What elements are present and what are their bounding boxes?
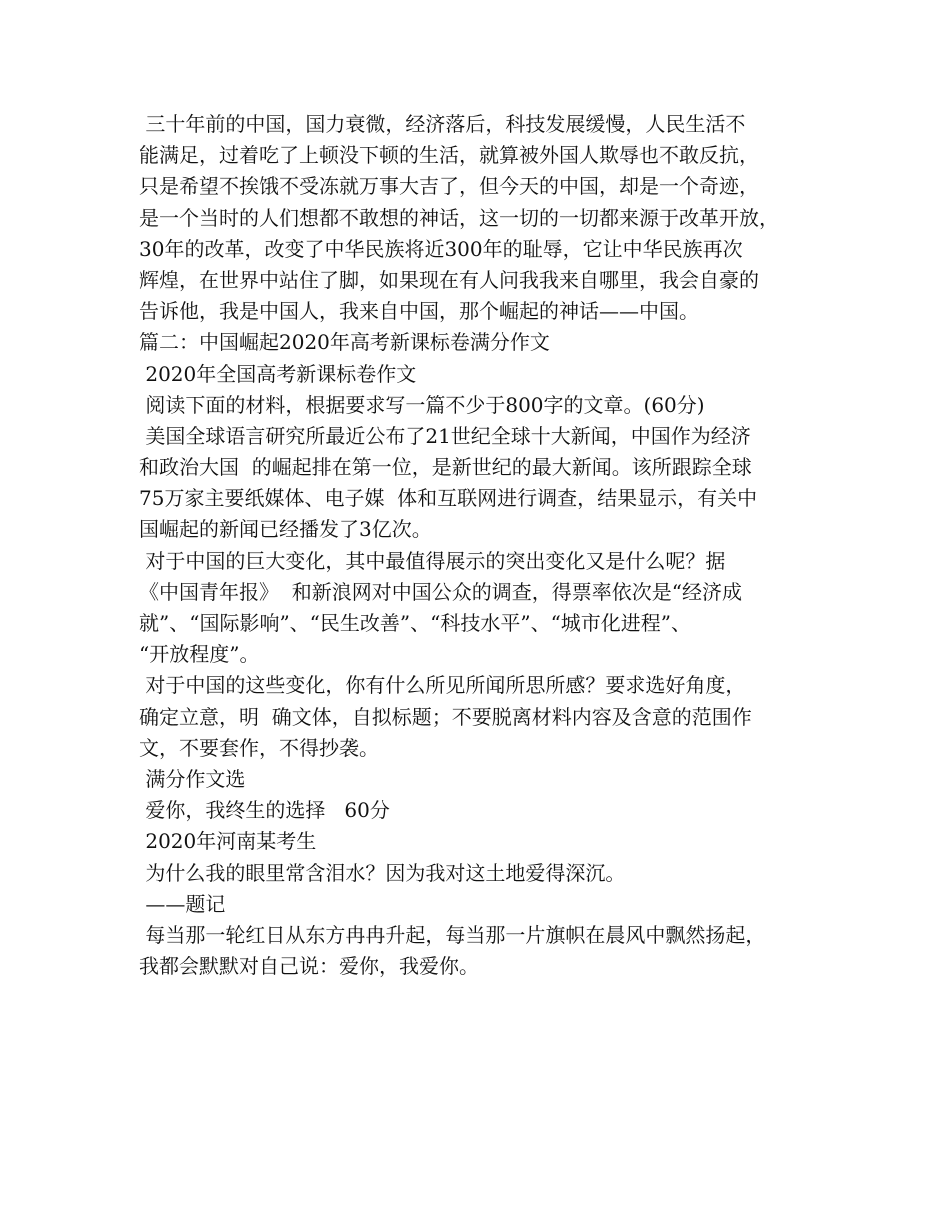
epigraph: 为什么我的眼里常含泪水？因为我对这土地爱得深沉。	[139, 860, 626, 885]
text-line: “开放程度”。	[139, 642, 260, 667]
text-line: 国崛起的新闻已经播发了3亿次。	[139, 517, 432, 542]
text-line: 对于中国的这些变化，你有什么所见所闻所思所感？要求选好角度，	[139, 673, 746, 698]
text-line: 我都会默默对自己说：爱你，我爱你。	[139, 954, 479, 979]
epigraph-attribution: ——题记	[139, 891, 226, 916]
text-line: 三十年前的中国，国力衰微，经济落后，科技发展缓慢，人民生活不	[139, 112, 746, 136]
text-line: 确定立意，明 确文体，自拟标题；不要脱离材料内容及含意的范围作	[139, 704, 752, 729]
text-line: 美国全球语言研究所最近公布了21世纪全球十大新闻，中国作为经济	[139, 423, 751, 448]
essay-title: 爱你，我终生的选择 60分	[139, 798, 390, 823]
text-line: 《中国青年报》 和新浪网对中国公众的调查，得票率依次是“经济成	[139, 579, 742, 604]
section-heading: 篇二：中国崛起2020年高考新课标卷满分作文	[139, 330, 550, 355]
text-line: 和政治大国 的崛起排在第一位，是新世纪的最大新闻。该所跟踪全球	[139, 455, 752, 480]
document-body	[139, 109, 829, 982]
text-line: 告诉他，我是中国人，我来自中国，那个崛起的神话——中国。	[139, 299, 699, 324]
text-line: 2020年全国高考新课标卷作文	[139, 361, 417, 386]
text-line: 75万家主要纸媒体、电子媒 体和互联网进行调查，结果显示，有关中	[139, 486, 758, 511]
text-line: 对于中国的巨大变化，其中最值得展示的突出变化又是什么呢？据	[139, 548, 726, 573]
text-line: 辉煌，在世界中站住了脚，如果现在有人问我我来自哪里，我会自豪的	[139, 267, 759, 292]
essay-author: 2020年河南某考生	[139, 829, 317, 854]
text-line: 阅读下面的材料，根据要求写一篇不少于800字的文章。(60分)	[139, 392, 705, 417]
text-line: 满分作文选	[139, 766, 246, 791]
text-line: 30年的改革，改变了中华民族将近300年的耻辱，它让中华民族再次	[139, 236, 743, 261]
text-line: 每当那一轮红日从东方冉冉升起，每当那一片旗帜在晨风中飘然扬起，	[139, 922, 766, 947]
text-line: 就”、“国际影响”、“民生改善”、“科技水平”、“城市化进程”、	[139, 611, 692, 635]
text-line: 只是希望不挨饿不受冻就万事大吉了，但今天的中国，却是一个奇迹，	[139, 174, 759, 199]
text-line: 是一个当时的人们想都不敢想的神话，这一切的一切都来源于改革开放，	[139, 205, 779, 230]
text-line: 能满足，过着吃了上顿没下顿的生活，就算被外国人欺辱也不敢反抗，	[139, 143, 759, 168]
text-line: 文，不要套作，不得抄袭。	[139, 735, 379, 760]
